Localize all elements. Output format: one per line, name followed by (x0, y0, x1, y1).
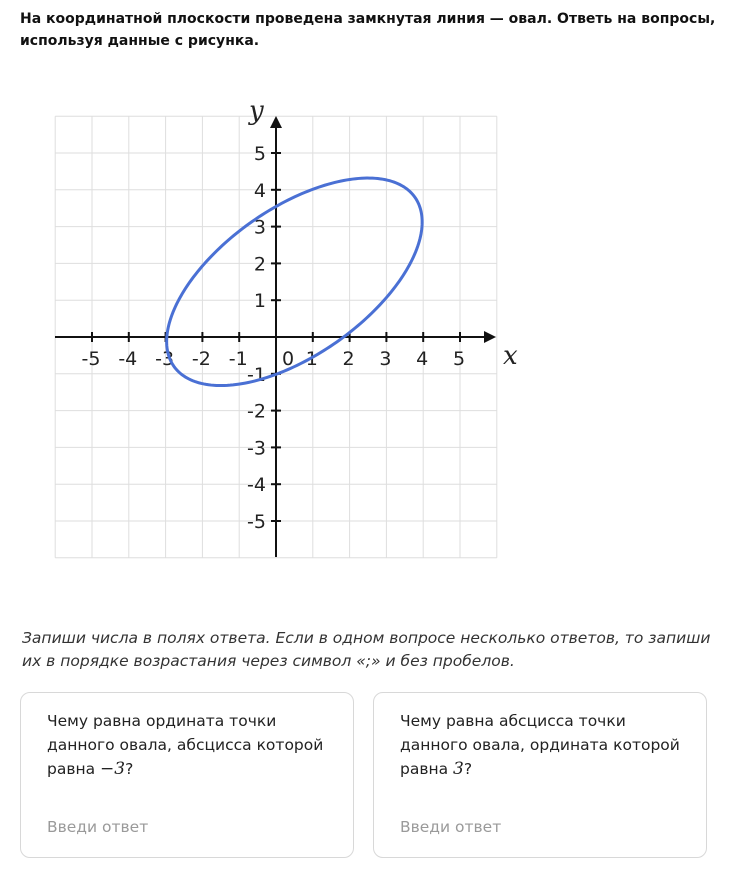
y-tick-label: -3 (247, 437, 266, 460)
x-tick-label: -4 (118, 348, 138, 370)
question-2-suffix: ? (463, 760, 473, 778)
question-1-prefix: Чему равна ордината точки данного овала, абсцисса которой равна (47, 712, 324, 778)
task-title: На координатной плоскости проведена замкнутая линия — овал. Ответь на вопросы, используя данные с рисунка. (20, 11, 716, 49)
axes (55, 116, 496, 557)
y-axis-label: y (249, 96, 264, 126)
x-tick-label: 1 (305, 348, 318, 370)
y-tick-label: -2 (247, 400, 266, 423)
y-tick-label: 3 (253, 216, 266, 239)
x-tick-label: -5 (81, 348, 101, 370)
y-axis-arrow-icon (270, 116, 282, 128)
question-2-value: 3 (453, 759, 464, 779)
y-tick-label: -1 (247, 363, 266, 386)
y-tick-label: 1 (253, 290, 266, 313)
question-card-2 (373, 692, 707, 858)
x-tick-label: 4 (416, 348, 429, 370)
y-tick-label: -4 (247, 474, 266, 497)
x-tick-label: 2 (342, 348, 355, 370)
question-2-prefix: Чему равна абсцисса точки данного овала, ордината которой равна (400, 712, 680, 778)
question-1-text (47, 709, 337, 781)
x-tick-label: -3 (155, 348, 175, 370)
question-2-text (400, 709, 690, 781)
y-tick-label: -5 (247, 511, 266, 533)
y-tick-label: 5 (253, 143, 266, 165)
answer-input-1[interactable] (45, 814, 329, 840)
instructions: Запиши числа в полях ответа. Если в одном вопросе несколько ответов, то запиши их в порядке возрастания через символ «;» и без пробелов. (22, 629, 711, 670)
answer-input-2[interactable] (398, 814, 682, 840)
x-axis-label: x (503, 341, 518, 371)
question-card-1 (20, 692, 354, 858)
x-tick-label: 0 (281, 348, 295, 370)
y-tick-label: 4 (253, 179, 266, 202)
x-tick-label: -2 (191, 348, 211, 370)
x-tick-label: 5 (452, 348, 466, 370)
y-tick-label: 2 (253, 253, 266, 276)
question-1-value: −3 (100, 759, 126, 779)
x-tick-label: -1 (228, 348, 248, 370)
x-axis-arrow-icon (484, 331, 496, 343)
x-tick-label: 3 (379, 348, 392, 370)
question-1-suffix: ? (125, 760, 134, 778)
